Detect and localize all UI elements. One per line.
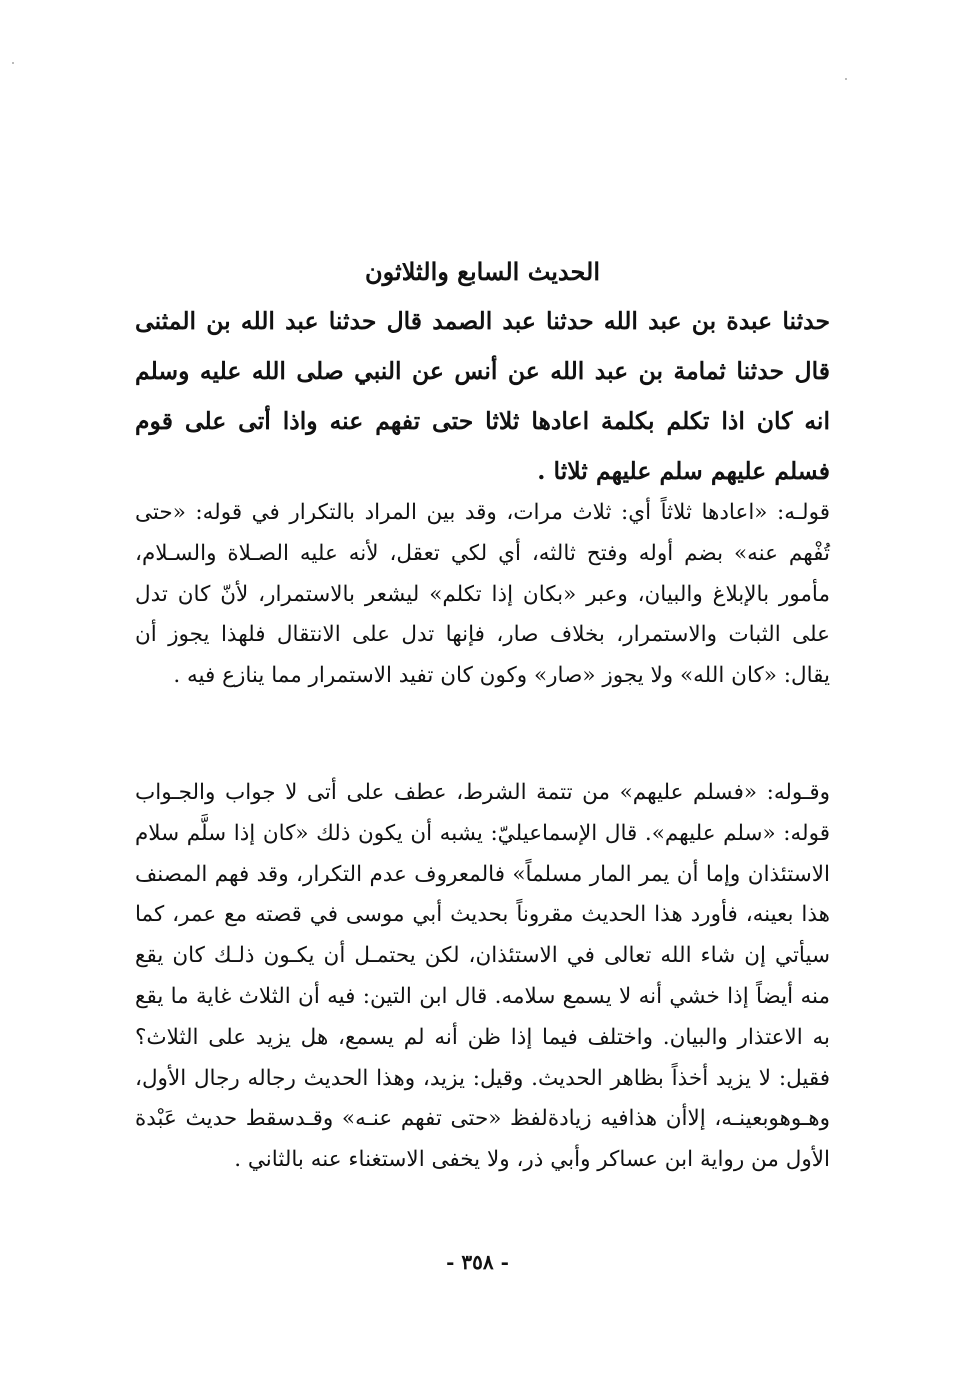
hadith-text: حدثنا عبدة بن عبد الله حدثنا عبد الصمد قال حدثنا عبد الله بن المثنى قال حدثنا ثمامة بن عبد الله عن أنس عن النبي صلى الله عليه وسلم انه كان اذا تكلم بكلمة اعادها ثلاثا حتى تفهم عنه واذا أتى على قوم فسلم عليهم سلم عليهم ثلاثا . — [135, 307, 830, 485]
page-number: - ٣٥٨ - — [446, 1250, 509, 1274]
commentary-paragraph-2: وقـوله: «فسلم عليهم» من تتمة الشرط، عطف على أتى لا جواب والجـواب قوله: «سلم عليهم». قال الإسماعيليّ: يشبه أن يكون ذلك «كان إذا سلَّم سلام الاستئذان وإما أن يمر المار مسلماً» فالمعروف عدم التكرار، وقد فهم المصنف هذا بعينه، فأورد هذا الحديث مقروناً بحديث أبي موسى في قصته مع عمر، كما سيأتي إن شاء الله تعالى في الاستئذان، لكن يحتمـل أن يكـون ذلـك كان يقع منه أيضاً إذا خشي أنه لا يسمع سلامه. قال ابن التين: فيه أن الثلاث غاية ما يقع به الاعتذار والبيان. واختلف فيما إذا ظن أنه لم يسمع، هل يزيد على الثلاث؟ فقيل: لا يزيد أخذاً بظاهر الحديث. وقيل: يزيد، وهذا الحديث رجاله رجال الأول، وهـوهوبعينـه، إلاأن هذافيه زيادةلفظ «حتى تفهم عنـه» وقـدسقط حديث عَبْدة الأول من رواية ابن عساكر وأبي ذر، ولا يخفى الاستغناء عنه بالثاني . — [135, 780, 830, 1173]
hadith-title: الحديث السابع والثلاثون — [364, 257, 601, 286]
scan-speck — [845, 78, 847, 80]
scan-speck — [12, 62, 14, 64]
commentary-paragraph-1: قولـه: «اعادها ثلاثاً أي: ثلاث مرات، وقد بين المراد بالتكرار في قوله: «حتى تُفْهم عنه» بضم أوله وفتح ثالثه، أي لكي تعقل، لأنه عليه الصـلاة والسـلام، مأمور بالإبلاغ والبيان، وعبر «بكان إذا تكلم» ليشعر بالاستمرار، لأنّ كان تدل على الثبات والاستمرار، بخلاف صار، فإنها تدل على الانتقال فلهذا يجوز أن يقال: «كان الله» ولا يجوز «صار» وكون كان تفيد الاستمرار مما ينازع فيه . — [135, 500, 830, 689]
